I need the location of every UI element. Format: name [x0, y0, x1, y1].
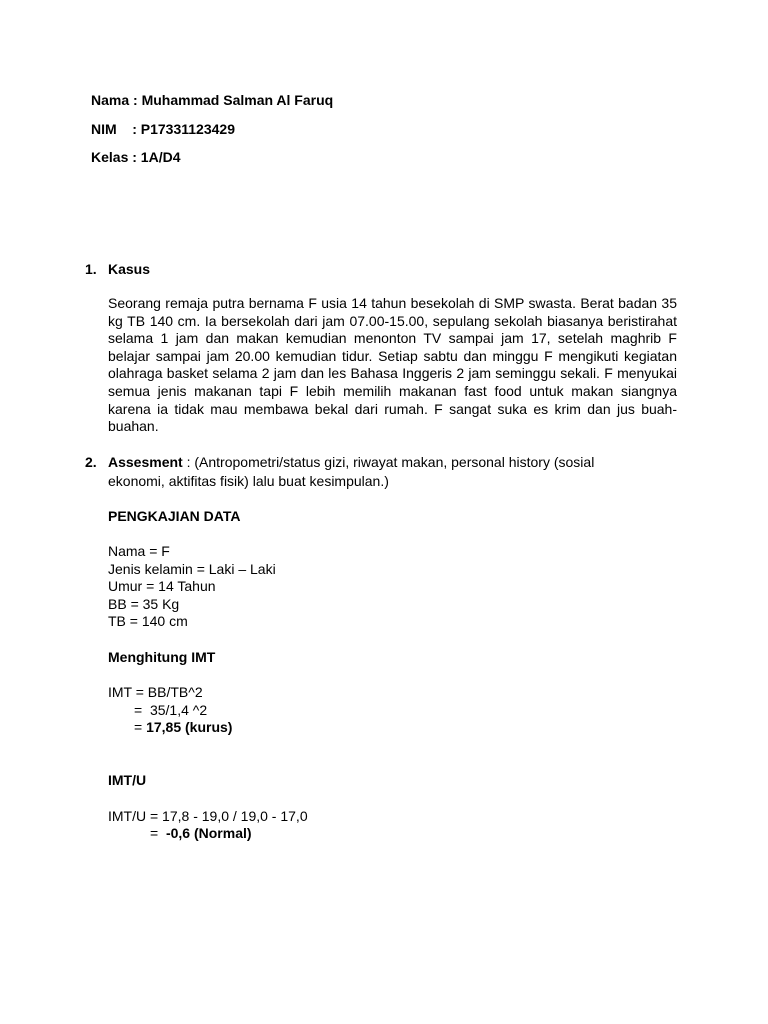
student-name: Nama : Muhammad Salman Al Faruq: [91, 92, 334, 108]
section-1-title: Kasus: [108, 261, 151, 277]
imt-heading: Menghitung IMT: [108, 649, 216, 665]
section-1-number: 1.: [85, 261, 97, 277]
case-paragraph: Seorang remaja putra bernama F usia 14 tahun besekolah di SMP swasta. Berat badan 35 kg TB 140 cm. Ia bersekolah dari jam 07.00-15.00, sepulang sekolah biasanya beristirahat selama 1 jam dan makan kemudian menonton TV sampai jam 17, setelah maghrib F belajar sampai jam 20.00 kemudian tidur. Setiap sabtu dan minggu F mengikuti kegiatan olahraga basket selama 2 jam dan les Bahasa Inggeris 2 jam seminggu sekali. F menyukai semua jenis makanan tapi F lebih memilih makanan fast food untuk makan siangnya karena ia tidak mau membawa bekal dari rumah. F sangat suka es krim dan jus buah-buahan.: [108, 295, 677, 435]
pengkajian-heading: PENGKAJIAN DATA: [108, 508, 241, 524]
data-item-umur: Umur = 14 Tahun: [108, 578, 216, 594]
section-2-number: 2.: [85, 454, 97, 470]
data-item-bb: BB = 35 Kg: [108, 596, 180, 612]
imt-result-line: [134, 719, 232, 736]
assessment-intro: [108, 454, 594, 471]
imt-substitution: = 35/1,4 ^2: [134, 702, 208, 718]
section-2-title: Assesment: [108, 454, 183, 470]
data-item-nama: Nama = F: [108, 543, 170, 559]
imtu-formula: IMT/U = 17,8 - 19,0 / 19,0 - 17,0: [108, 808, 308, 824]
data-item-tb: TB = 140 cm: [108, 613, 188, 629]
imtu-result: -0,6 (Normal): [165, 825, 252, 841]
assessment-intro-line1: : (Antropometri/status gizi, riwayat makan, personal history (sosial: [182, 454, 595, 470]
imtu-result-line: [150, 825, 252, 842]
assessment-intro-line2: ekonomi, aktifitas fisik) lalu buat kesimpulan.): [108, 473, 389, 489]
imt-result: 17,85 (kurus): [146, 719, 233, 735]
imtu-result-prefix: =: [150, 825, 166, 841]
imtu-heading: IMT/U: [108, 772, 147, 788]
student-class: Kelas : 1A/D4: [91, 149, 181, 165]
student-nim: NIM : P17331123429: [91, 121, 235, 137]
imt-formula: IMT = BB/TB^2: [108, 684, 203, 700]
data-item-jenis-kelamin: Jenis kelamin = Laki – Laki: [108, 561, 276, 577]
imt-result-prefix: =: [134, 719, 147, 735]
